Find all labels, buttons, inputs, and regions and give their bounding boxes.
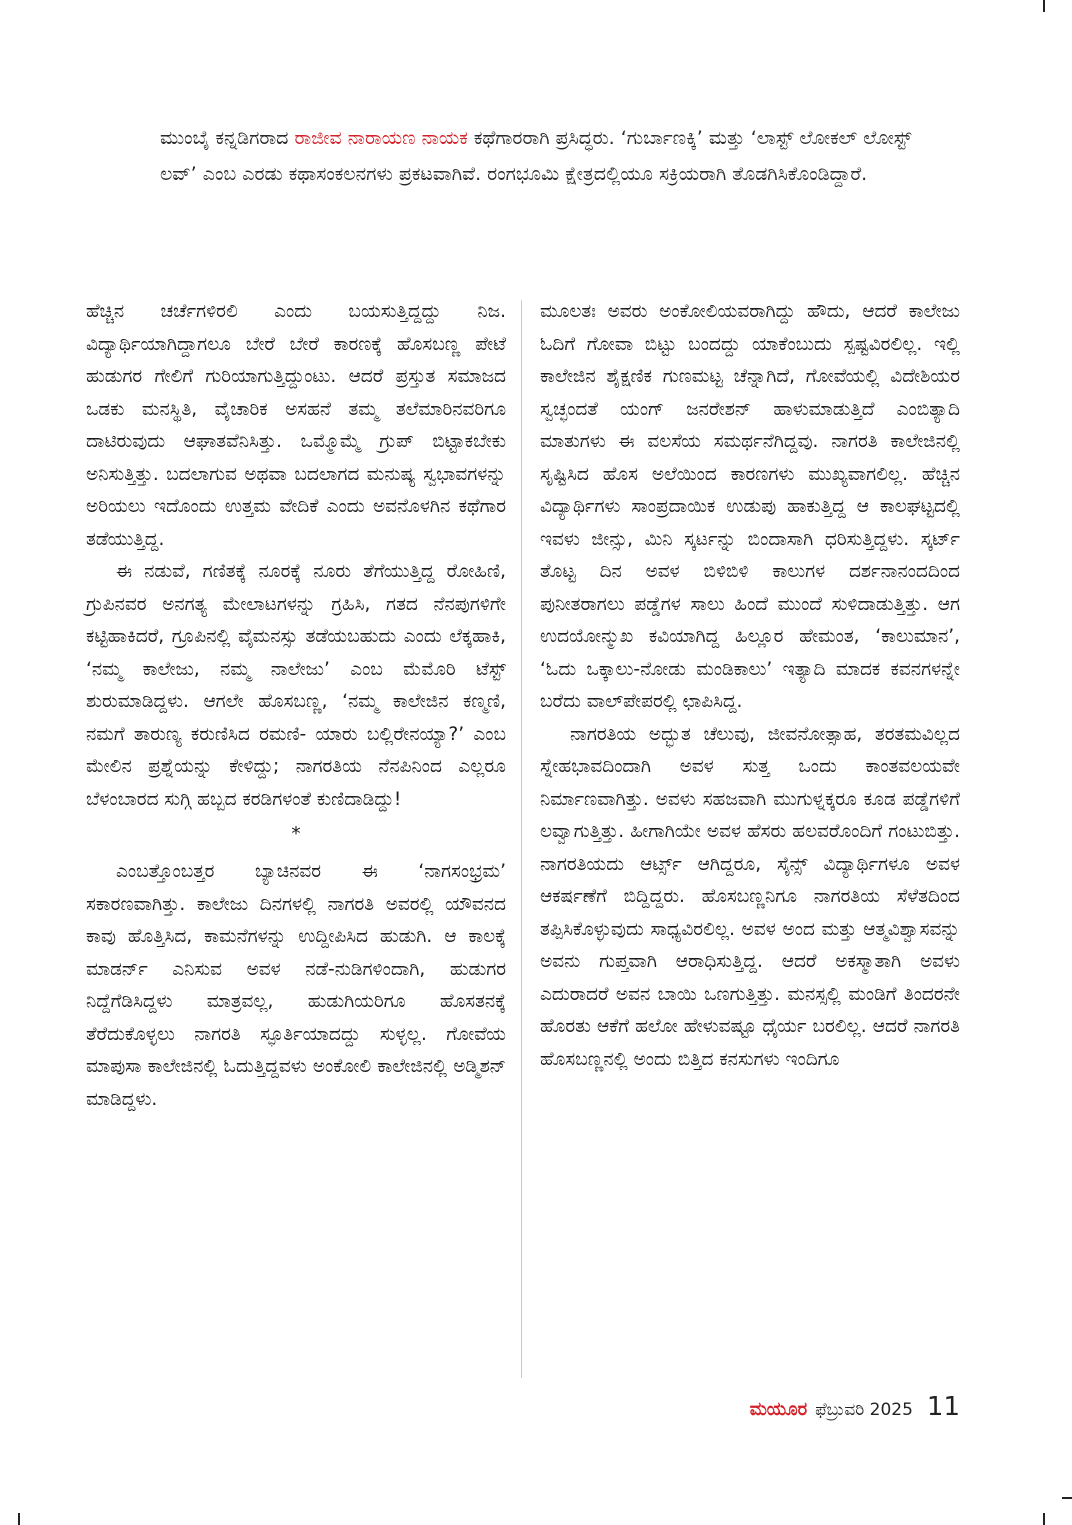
left-paragraph-2: ಈ ನಡುವೆ, ಗಣಿತಕ್ಕೆ ನೂರಕ್ಕೆ ನೂರು ತೆಗೆಯುತ್ತಿದ್ದ ರೋಹಿಣಿ, ಗ್ರುಪಿನವರ ಅನಗತ್ಯ ಮೇಲಾಟಗಳನ್ನು ಗ್ರಹಿಸಿ, ಗತದ ನೆನಪುಗಳಿಗೇ ಕಟ್ಟಿಹಾಕಿದರೆ, ಗ್ರೂಪಿನಲ್ಲಿ ವೈಮನಸ್ಸು ತಡೆಯಬಹುದು ಎಂದು ಲೆಕ್ಕಹಾಕಿ, ‘ನಮ್ಮ ಕಾಲೇಜು, ನಮ್ಮ ನಾಲೇಜು’ ಎಂಬ ಮೆಮೊರಿ ಟೆಸ್ಟ್ ಶುರುಮಾಡಿದ್ದಳು. ಆಗಲೇ ಹೊಸಬಣ್ಣ, ‘ನಮ್ಮ ಕಾಲೇಜಿನ ಕಣ್ಮಣಿ, ನಮಗೆ ತಾರುಣ್ಯ ಕರುಣಿಸಿದ ರಮಣಿ- ಯಾರು ಬಲ್ಲಿರೇನಯ್ಯಾ?’ ಎಂಬ ಮೇಲಿನ ಪ್ರಶ್ನೆಯನ್ನು ಕೇಳಿದ್ದು; ನಾಗರತಿಯ ನೆನಪಿನಿಂದ ಎಲ್ಲರೂ ಬೆಳಂಬಾರದ ಸುಗ್ಗಿ ಹಬ್ಬದ ಕರಡಿಗಳಂತೆ ಕುಣಿದಾಡಿದ್ದು! xyxy=(86,561,506,810)
crop-mark-bottom-right xyxy=(1043,1513,1045,1525)
crop-mark-right-edge xyxy=(1062,1497,1072,1499)
page-footer xyxy=(750,1392,960,1432)
left-column xyxy=(86,296,506,1116)
section-separator: * xyxy=(291,824,301,845)
author-intro xyxy=(160,120,920,192)
right-paragraph-2: ನಾಗರತಿಯ ಅದ್ಭುತ ಚೆಲುವು, ಜೀವನೋತ್ಸಾಹ, ತರತಮವಿಲ್ಲದ ಸ್ನೇಹಭಾವದಿಂದಾಗಿ ಅವಳ ಸುತ್ತ ಒಂದು ಕಾಂತವಲಯವೇ ನಿರ್ಮಾಣವಾಗಿತ್ತು. ಅವಳು ಸಹಜವಾಗಿ ಮುಗುಳ್ನಕ್ಕರೂ ಕೂಡ ಪಡ್ಡೆಗಳಿಗೆ ಲವ್ವಾಗುತ್ತಿತ್ತು. ಹೀಗಾಗಿಯೇ ಅವಳ ಹೆಸರು ಹಲವರೊಂದಿಗೆ ಗಂಟುಬಿತ್ತು. ನಾಗರತಿಯದು ಆರ್ಟ್ಸ್ ಆಗಿದ್ದರೂ, ಸೈನ್ಸ್ ವಿದ್ಯಾರ್ಥಿಗಳೂ ಅವಳ ಆಕರ್ಷಣೆಗೆ ಬಿದ್ದಿದ್ದರು. ಹೊಸಬಣ್ಣನಿಗೂ ನಾಗರತಿಯ ಸೆಳೆತದಿಂದ ತಪ್ಪಿಸಿಕೊಳ್ಳುವುದು ಸಾಧ್ಯವಿರಲಿಲ್ಲ. ಅವಳ ಅಂದ ಮತ್ತು ಆತ್ಮವಿಶ್ವಾಸವನ್ನು ಅವನು ಗುಪ್ತವಾಗಿ ಆರಾಧಿಸುತ್ತಿದ್ದ. ಆದರೆ ಅಕಸ್ಮಾತಾಗಿ ಅವಳು ಎದುರಾದರೆ ಅವನ ಬಾಯಿ ಒಣಗುತ್ತಿತ್ತು. ಮನಸ್ಸಲ್ಲಿ ಮಂಡಿಗೆ ತಿಂದರನೇ ಹೊರತು ಆಕೆಗೆ ಹಲೋ ಹೇಳುವಷ್ಟೂ ಧೈರ್ಯ ಬರಲಿಲ್ಲ. ಆದರೆ ನಾಗರತಿ ಹೊಸಬಣ್ಣನಲ್ಲಿ ಅಂದು ಬಿತ್ತಿದ ಕನಸುಗಳು ಇಂದಿಗೂ xyxy=(540,723,960,1070)
right-column xyxy=(540,296,960,1076)
crop-mark-top-right xyxy=(1043,0,1045,12)
author-name: ರಾಜೀವ ನಾರಾಯಣ ನಾಯಕ xyxy=(294,127,468,149)
intro-text-after: ಕಥೆಗಾರರಾಗಿ ಪ್ರಸಿದ್ಧರು. ‘ಗುರ್ಬಾಣಕ್ಕಿ’ ಮತ್ತು ‘ಲಾಸ್ಟ್ ಲೋಕಲ್ ಲೋಸ್ಟ್ ಲವ್’ ಎಂಬ ಎರಡು ಕಥಾಸಂಕಲನಗಳು ಪ್ರಕಟವಾಗಿವೆ. ರಂಗಭೂಮಿ ಕ್ಷೇತ್ರದಲ್ಲಿಯೂ ಸಕ್ರಿಯರಾಗಿ ತೊಡಗಿಸಿಕೊಂಡಿದ್ದಾರೆ. xyxy=(160,127,912,185)
left-paragraph-1: ಹೆಚ್ಚಿನ ಚರ್ಚೆಗಳಿರಲಿ ಎಂದು ಬಯಸುತ್ತಿದ್ದದ್ದು ನಿಜ. ವಿದ್ಯಾರ್ಥಿಯಾಗಿದ್ದಾಗಲೂ ಬೇರೆ ಬೇರೆ ಕಾರಣಕ್ಕೆ ಹೊಸಬಣ್ಣ ಪೇಟೆ ಹುಡುಗರ ಗೇಲಿಗೆ ಗುರಿಯಾಗುತ್ತಿದ್ದುಂಟು. ಆದರೆ ಪ್ರಸ್ತುತ ಸಮಾಜದ ಒಡಕು ಮನಸ್ಥಿತಿ, ವೈಚಾರಿಕ ಅಸಹನೆ ತಮ್ಮ ತಲೆಮಾರಿನವರಿಗೂ ದಾಟಿರುವುದು ಆಘಾತವೆನಿಸಿತ್ತು. ಒಮ್ಮೊಮ್ಮೆ ಗ್ರುಪ್ ಬಿಟ್ಟಾಕಬೇಕು ಅನಿಸುತ್ತಿತ್ತು. ಬದಲಾಗುವ ಅಥವಾ ಬದಲಾಗದ ಮನುಷ್ಯ ಸ್ವಭಾವಗಳನ್ನು ಅರಿಯಲು ಇದೊಂದು ಉತ್ತಮ ವೇದಿಕೆ ಎಂದು ಅವನೊಳಗಿನ ಕಥೆಗಾರ ತಡೆಯುತ್ತಿದ್ದ. xyxy=(86,301,506,550)
intro-text-before: ಮುಂಬೈ ಕನ್ನಡಿಗರಾದ xyxy=(160,127,295,149)
column-divider xyxy=(521,300,522,1378)
left-paragraph-3: ಎಂಬತ್ತೊಂಬತ್ತರ ಬ್ಯಾಚಿನವರ ಈ ‘ನಾಗಸಂಭ್ರಮ’ ಸಕಾರಣವಾಗಿತ್ತು. ಕಾಲೇಜು ದಿನಗಳಲ್ಲಿ ನಾಗರತಿ ಅವರಲ್ಲಿ ಯೌವನದ ಕಾವು ಹೊತ್ತಿಸಿದ, ಕಾಮನೆಗಳನ್ನು ಉದ್ದೀಪಿಸಿದ ಹುಡುಗಿ. ಆ ಕಾಲಕ್ಕೆ ಮಾಡರ್ನ್ ಎನಿಸುವ ಅವಳ ನಡೆ-ನುಡಿಗಳಿಂದಾಗಿ, ಹುಡುಗರ ನಿದ್ದೆಗೆಡಿಸಿದ್ದಳು ಮಾತ್ರವಲ್ಲ, ಹುಡುಗಿಯರಿಗೂ ಹೊಸತನಕ್ಕೆ ತೆರೆದುಕೊಳ್ಳಲು ನಾಗರತಿ ಸ್ಫೂರ್ತಿಯಾದದ್ದು ಸುಳ್ಳಲ್ಲ. ಗೋವೆಯ ಮಾಪುಸಾ ಕಾಲೇಜಿನಲ್ಲಿ ಓದುತ್ತಿದ್ದವಳು ಅಂಕೋಲಿ ಕಾಲೇಜಿನಲ್ಲಿ ಅಡ್ಮಿಶನ್ ಮಾಡಿದ್ದಳು. xyxy=(86,861,506,1110)
crop-mark-bottom-left xyxy=(18,1513,20,1525)
issue-date: ಫೆಬ್ರುವರಿ 2025 xyxy=(815,1400,913,1420)
right-paragraph-1: ಮೂಲತಃ ಅವರು ಅಂಕೋಲಿಯವರಾಗಿದ್ದು ಹೌದು, ಆದರೆ ಕಾಲೇಜು ಓದಿಗೆ ಗೋವಾ ಬಿಟ್ಟು ಬಂದದ್ದು ಯಾಕೆಂಬುದು ಸ್ಪಷ್ಟವಿರಲಿಲ್ಲ. ಇಲ್ಲಿ ಕಾಲೇಜಿನ ಶೈಕ್ಷಣಿಕ ಗುಣಮಟ್ಟ ಚೆನ್ನಾಗಿದೆ, ಗೋವೆಯಲ್ಲಿ ವಿದೇಶಿಯರ ಸ್ವಚ್ಛಂದತೆ ಯಂಗ್ ಜನರೇಶನ್ ಹಾಳುಮಾಡುತ್ತಿದೆ ಎಂಬಿತ್ಯಾದಿ ಮಾತುಗಳು ಈ ವಲಸೆಯ ಸಮರ್ಥನೆಗಿದ್ದವು. ನಾಗರತಿ ಕಾಲೇಜಿನಲ್ಲಿ ಸೃಷ್ಟಿಸಿದ ಹೊಸ ಅಲೆಯಿಂದ ಕಾರಣಗಳು ಮುಖ್ಯವಾಗಲಿಲ್ಲ. ಹೆಚ್ಚಿನ ವಿದ್ಯಾರ್ಥಿಗಳು ಸಾಂಪ್ರದಾಯಿಕ ಉಡುಪು ಹಾಕುತ್ತಿದ್ದ ಆ ಕಾಲಘಟ್ಟದಲ್ಲಿ ಇವಳು ಜೀನ್ಸು, ಮಿನಿ ಸ್ಕರ್ಟನ್ನು ಬಿಂದಾಸಾಗಿ ಧರಿಸುತ್ತಿದ್ದಳು. ಸ್ಕರ್ಟ್ ತೊಟ್ಟ ದಿನ ಅವಳ ಬಿಳಿಬಿಳಿ ಕಾಲುಗಳ ದರ್ಶನಾನಂದದಿಂದ ಪುನೀತರಾಗಲು ಪಡ್ಡೆಗಳ ಸಾಲು ಹಿಂದೆ ಮುಂದೆ ಸುಳಿದಾಡುತ್ತಿತ್ತು. ಆಗ ಉದಯೋನ್ಮುಖ ಕವಿಯಾಗಿದ್ದ ಹಿಲ್ಲೂರ ಹೇಮಂತ, ‘ಕಾಲುಮಾನ’, ‘ಓದು ಒಕ್ಕಾಲು-ನೋಡು ಮಂಡಿಕಾಲು’ ಇತ್ಯಾದಿ ಮಾದಕ ಕವನಗಳನ್ನೇ ಬರೆದು ವಾಲ್‌ಪೇಪರಲ್ಲಿ ಛಾಪಿಸಿದ್ದ. xyxy=(540,301,960,712)
magazine-name: ಮಯೂರ xyxy=(749,1399,808,1420)
page-number: 11 xyxy=(926,1392,960,1422)
